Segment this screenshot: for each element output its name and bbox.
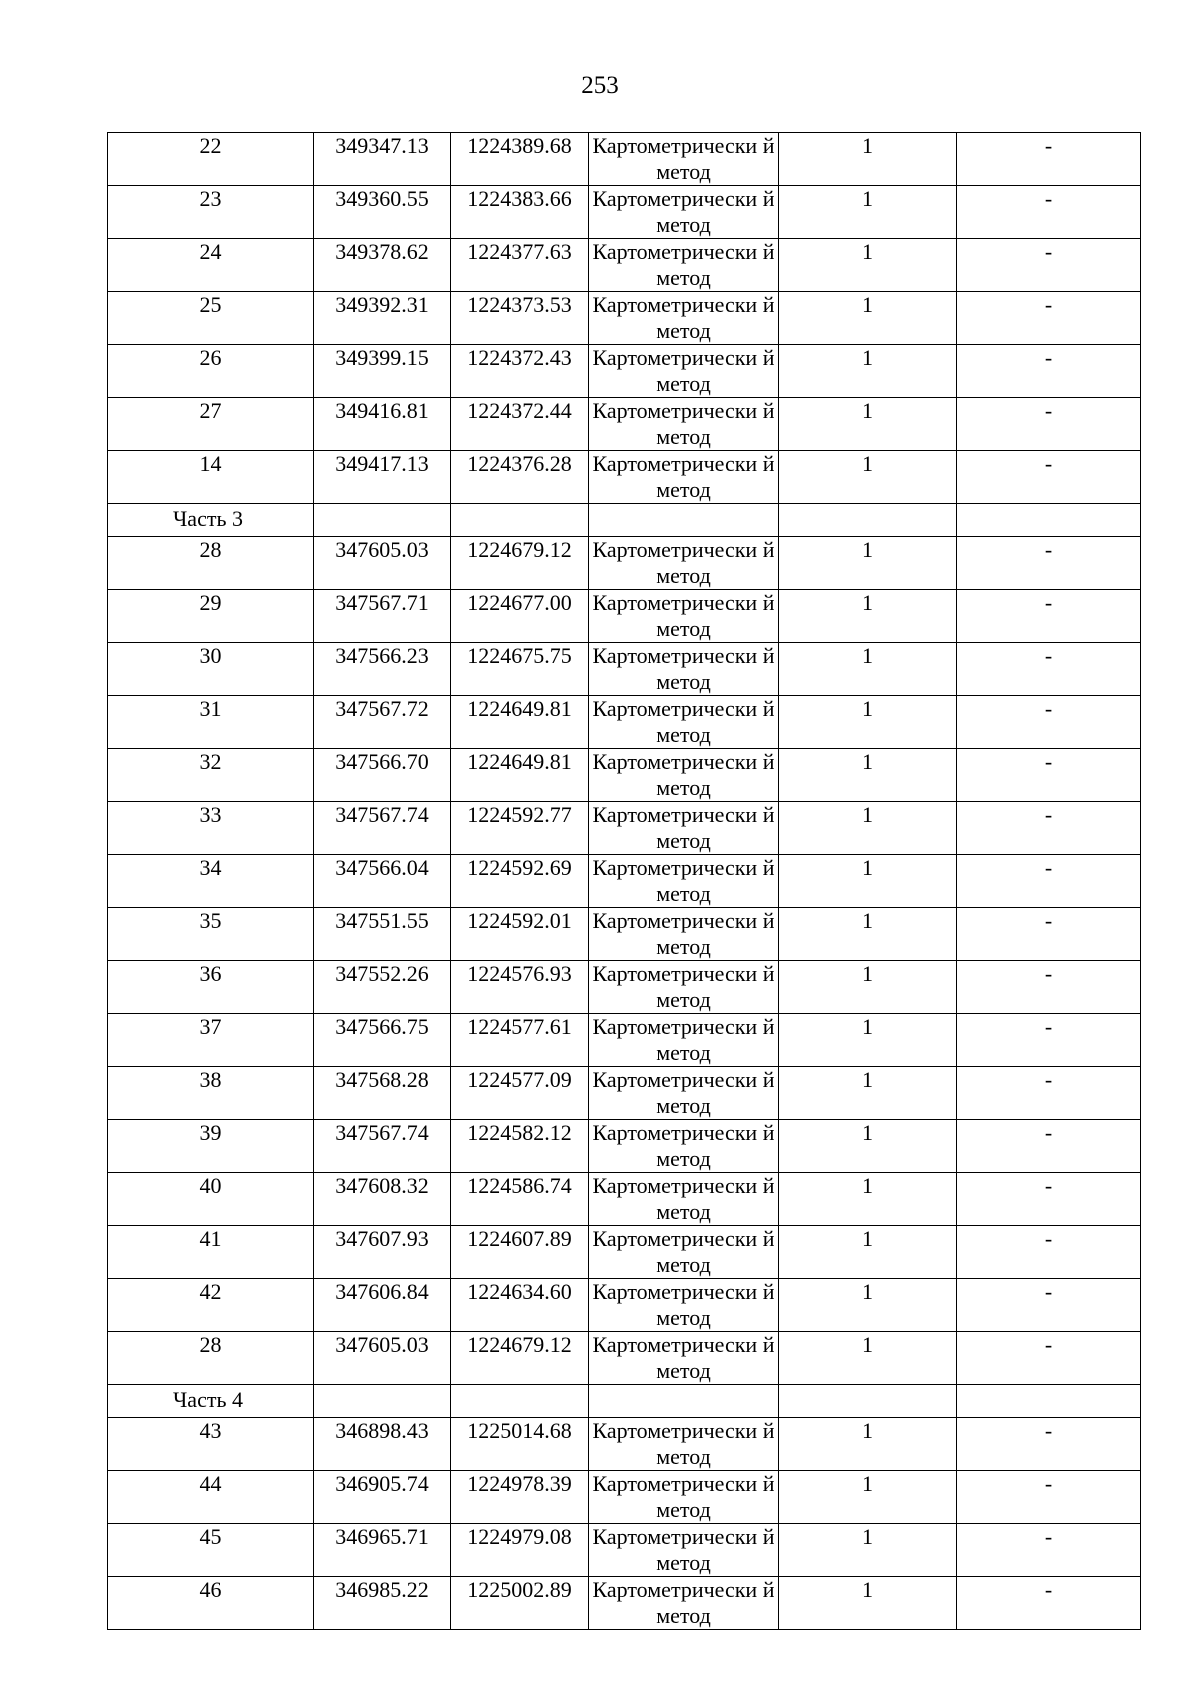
method-cell: Картометрически й метод [589,696,779,749]
point-number-cell: 23 [108,186,314,239]
y-coordinate-cell: 1224576.93 [451,961,589,1014]
point-number-cell: 27 [108,398,314,451]
x-coordinate-cell: 349392.31 [314,292,451,345]
y-coordinate-cell: 1224979.08 [451,1524,589,1577]
x-coordinate-cell: 347567.74 [314,802,451,855]
x-coordinate-cell: 347568.28 [314,1067,451,1120]
x-coordinate-cell: 347552.26 [314,961,451,1014]
table-row [108,908,1141,961]
table-row [108,643,1141,696]
note-cell: - [957,133,1141,186]
method-cell: Картометрически й метод [589,133,779,186]
y-coordinate-cell: 1224372.44 [451,398,589,451]
table-row [108,239,1141,292]
accuracy-cell: 1 [779,1524,957,1577]
x-coordinate-cell: 347608.32 [314,1173,451,1226]
point-number-cell: 35 [108,908,314,961]
section-header-row [108,504,1141,537]
method-cell: Картометрически й метод [589,1014,779,1067]
note-cell: - [957,451,1141,504]
table-row [108,696,1141,749]
coordinates-table [107,132,1141,1630]
y-coordinate-cell: 1224679.12 [451,1332,589,1385]
section-label: Часть 4 [108,1385,314,1418]
section-header-row [108,1385,1141,1418]
method-cell: Картометрически й метод [589,590,779,643]
accuracy-cell: 1 [779,1120,957,1173]
note-cell: - [957,643,1141,696]
method-cell: Картометрически й метод [589,186,779,239]
note-cell: - [957,696,1141,749]
x-coordinate-cell: 346905.74 [314,1471,451,1524]
point-number-cell: 38 [108,1067,314,1120]
x-coordinate-cell: 347566.04 [314,855,451,908]
accuracy-cell: 1 [779,292,957,345]
accuracy-cell: 1 [779,1173,957,1226]
accuracy-cell: 1 [779,1279,957,1332]
y-coordinate-cell: 1224634.60 [451,1279,589,1332]
empty-cell [589,1385,779,1418]
y-coordinate-cell: 1224607.89 [451,1226,589,1279]
table-row [108,1577,1141,1630]
point-number-cell: 22 [108,133,314,186]
note-cell: - [957,1067,1141,1120]
accuracy-cell: 1 [779,908,957,961]
note-cell: - [957,749,1141,802]
accuracy-cell: 1 [779,1471,957,1524]
table-row [108,1418,1141,1471]
accuracy-cell: 1 [779,961,957,1014]
note-cell: - [957,1577,1141,1630]
x-coordinate-cell: 347566.70 [314,749,451,802]
method-cell: Картометрически й метод [589,1577,779,1630]
accuracy-cell: 1 [779,186,957,239]
x-coordinate-cell: 349347.13 [314,133,451,186]
y-coordinate-cell: 1225002.89 [451,1577,589,1630]
table-row [108,345,1141,398]
table-row [108,1332,1141,1385]
method-cell: Картометрически й метод [589,1226,779,1279]
x-coordinate-cell: 347605.03 [314,1332,451,1385]
table-row [108,1226,1141,1279]
point-number-cell: 24 [108,239,314,292]
point-number-cell: 36 [108,961,314,1014]
empty-cell [779,504,957,537]
y-coordinate-cell: 1224376.28 [451,451,589,504]
table-row [108,961,1141,1014]
point-number-cell: 46 [108,1577,314,1630]
table-row [108,1524,1141,1577]
page-number: 253 [581,72,619,99]
table-row [108,1120,1141,1173]
point-number-cell: 25 [108,292,314,345]
point-number-cell: 28 [108,1332,314,1385]
method-cell: Картометрически й метод [589,1279,779,1332]
accuracy-cell: 1 [779,398,957,451]
x-coordinate-cell: 349378.62 [314,239,451,292]
table-row [108,749,1141,802]
point-number-cell: 40 [108,1173,314,1226]
note-cell: - [957,345,1141,398]
x-coordinate-cell: 346985.22 [314,1577,451,1630]
accuracy-cell: 1 [779,749,957,802]
method-cell: Картометрически й метод [589,398,779,451]
point-number-cell: 45 [108,1524,314,1577]
point-number-cell: 31 [108,696,314,749]
note-cell: - [957,1120,1141,1173]
y-coordinate-cell: 1224679.12 [451,537,589,590]
method-cell: Картометрически й метод [589,537,779,590]
point-number-cell: 26 [108,345,314,398]
accuracy-cell: 1 [779,239,957,292]
note-cell: - [957,1524,1141,1577]
method-cell: Картометрически й метод [589,643,779,696]
y-coordinate-cell: 1224978.39 [451,1471,589,1524]
y-coordinate-cell: 1224649.81 [451,696,589,749]
y-coordinate-cell: 1224373.53 [451,292,589,345]
method-cell: Картометрически й метод [589,961,779,1014]
note-cell: - [957,537,1141,590]
accuracy-cell: 1 [779,451,957,504]
note-cell: - [957,1332,1141,1385]
note-cell: - [957,1226,1141,1279]
empty-cell [589,504,779,537]
note-cell: - [957,1279,1141,1332]
method-cell: Картометрически й метод [589,1067,779,1120]
x-coordinate-cell: 349416.81 [314,398,451,451]
y-coordinate-cell: 1225014.68 [451,1418,589,1471]
x-coordinate-cell: 347567.72 [314,696,451,749]
note-cell: - [957,1014,1141,1067]
accuracy-cell: 1 [779,1418,957,1471]
note-cell: - [957,908,1141,961]
point-number-cell: 37 [108,1014,314,1067]
y-coordinate-cell: 1224582.12 [451,1120,589,1173]
y-coordinate-cell: 1224389.68 [451,133,589,186]
point-number-cell: 33 [108,802,314,855]
note-cell: - [957,239,1141,292]
note-cell: - [957,802,1141,855]
table-row [108,292,1141,345]
accuracy-cell: 1 [779,345,957,398]
empty-cell [451,504,589,537]
method-cell: Картометрически й метод [589,1524,779,1577]
y-coordinate-cell: 1224577.61 [451,1014,589,1067]
note-cell: - [957,1173,1141,1226]
point-number-cell: 43 [108,1418,314,1471]
x-coordinate-cell: 347606.84 [314,1279,451,1332]
y-coordinate-cell: 1224592.01 [451,908,589,961]
y-coordinate-cell: 1224377.63 [451,239,589,292]
x-coordinate-cell: 347551.55 [314,908,451,961]
note-cell: - [957,590,1141,643]
accuracy-cell: 1 [779,643,957,696]
accuracy-cell: 1 [779,537,957,590]
method-cell: Картометрически й метод [589,1332,779,1385]
empty-cell [451,1385,589,1418]
method-cell: Картометрически й метод [589,908,779,961]
method-cell: Картометрически й метод [589,451,779,504]
note-cell: - [957,398,1141,451]
method-cell: Картометрически й метод [589,802,779,855]
x-coordinate-cell: 347567.71 [314,590,451,643]
accuracy-cell: 1 [779,1067,957,1120]
y-coordinate-cell: 1224649.81 [451,749,589,802]
y-coordinate-cell: 1224592.69 [451,855,589,908]
coordinates-table-body [108,133,1141,1630]
empty-cell [957,1385,1141,1418]
x-coordinate-cell: 346898.43 [314,1418,451,1471]
method-cell: Картометрически й метод [589,855,779,908]
empty-cell [314,1385,451,1418]
table-row [108,590,1141,643]
table-row [108,1173,1141,1226]
accuracy-cell: 1 [779,696,957,749]
accuracy-cell: 1 [779,1014,957,1067]
section-label: Часть 3 [108,504,314,537]
y-coordinate-cell: 1224577.09 [451,1067,589,1120]
method-cell: Картометрически й метод [589,1471,779,1524]
y-coordinate-cell: 1224592.77 [451,802,589,855]
note-cell: - [957,186,1141,239]
note-cell: - [957,961,1141,1014]
note-cell: - [957,855,1141,908]
y-coordinate-cell: 1224383.66 [451,186,589,239]
accuracy-cell: 1 [779,1332,957,1385]
x-coordinate-cell: 347605.03 [314,537,451,590]
x-coordinate-cell: 349360.55 [314,186,451,239]
x-coordinate-cell: 349417.13 [314,451,451,504]
point-number-cell: 29 [108,590,314,643]
table-row [108,855,1141,908]
table-row [108,1014,1141,1067]
x-coordinate-cell: 347566.75 [314,1014,451,1067]
empty-cell [779,1385,957,1418]
table-row [108,537,1141,590]
method-cell: Картометрически й метод [589,345,779,398]
method-cell: Картометрически й метод [589,1120,779,1173]
point-number-cell: 41 [108,1226,314,1279]
note-cell: - [957,1471,1141,1524]
method-cell: Картометрически й метод [589,292,779,345]
point-number-cell: 14 [108,451,314,504]
point-number-cell: 34 [108,855,314,908]
method-cell: Картометрически й метод [589,1173,779,1226]
x-coordinate-cell: 346965.71 [314,1524,451,1577]
note-cell: - [957,292,1141,345]
note-cell: - [957,1418,1141,1471]
accuracy-cell: 1 [779,1577,957,1630]
accuracy-cell: 1 [779,590,957,643]
empty-cell [957,504,1141,537]
x-coordinate-cell: 347607.93 [314,1226,451,1279]
y-coordinate-cell: 1224586.74 [451,1173,589,1226]
accuracy-cell: 1 [779,133,957,186]
method-cell: Картометрически й метод [589,749,779,802]
empty-cell [314,504,451,537]
table-row [108,1067,1141,1120]
accuracy-cell: 1 [779,802,957,855]
table-row [108,398,1141,451]
accuracy-cell: 1 [779,855,957,908]
y-coordinate-cell: 1224675.75 [451,643,589,696]
y-coordinate-cell: 1224372.43 [451,345,589,398]
method-cell: Картометрически й метод [589,1418,779,1471]
accuracy-cell: 1 [779,1226,957,1279]
y-coordinate-cell: 1224677.00 [451,590,589,643]
x-coordinate-cell: 347566.23 [314,643,451,696]
x-coordinate-cell: 347567.74 [314,1120,451,1173]
point-number-cell: 39 [108,1120,314,1173]
point-number-cell: 28 [108,537,314,590]
table-row [108,1471,1141,1524]
method-cell: Картометрически й метод [589,239,779,292]
point-number-cell: 44 [108,1471,314,1524]
point-number-cell: 32 [108,749,314,802]
table-row [108,133,1141,186]
table-row [108,802,1141,855]
x-coordinate-cell: 349399.15 [314,345,451,398]
point-number-cell: 30 [108,643,314,696]
point-number-cell: 42 [108,1279,314,1332]
table-row [108,186,1141,239]
table-row [108,451,1141,504]
table-row [108,1279,1141,1332]
